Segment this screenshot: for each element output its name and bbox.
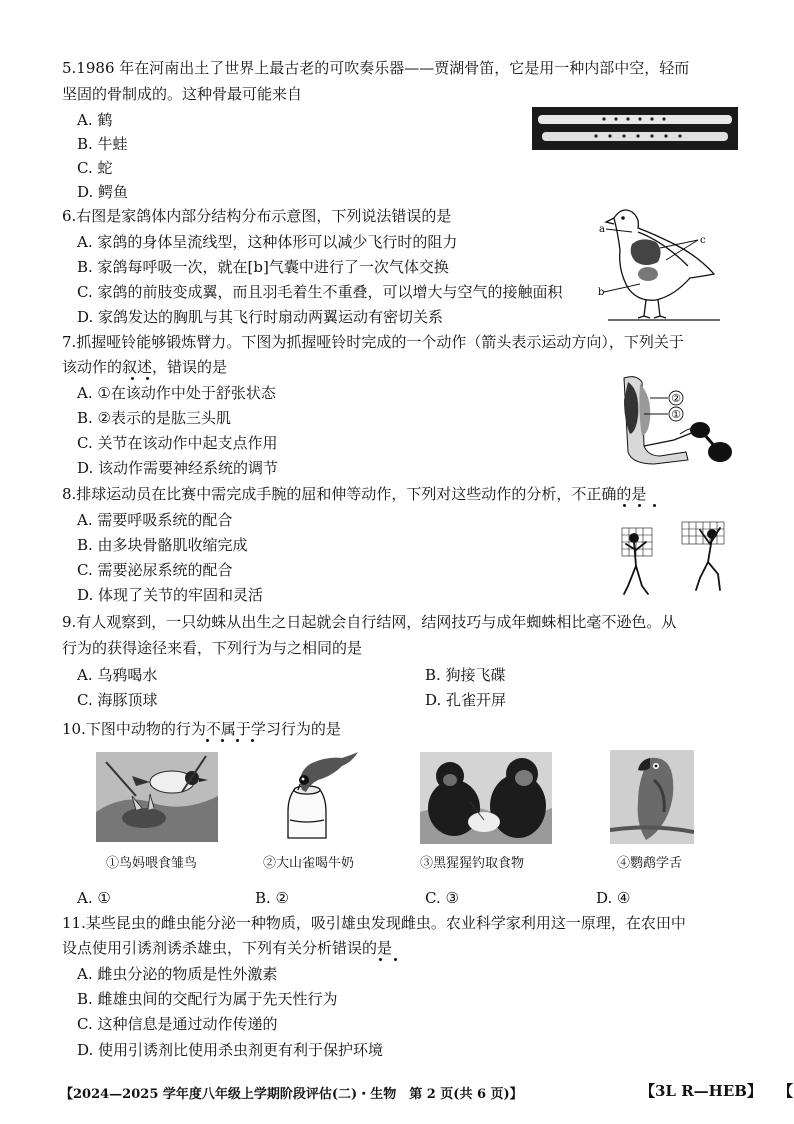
q10-caption-4: ④鹦鹉学舌 — [617, 856, 683, 871]
q9-option-b: B. 狗接飞碟 — [425, 666, 506, 684]
great-tit-milk-bottle-drawing — [266, 750, 362, 842]
q5-option-b: B. 牛蛙 — [77, 135, 128, 153]
pigeon-label-c: c — [700, 235, 706, 246]
q10-emphasis-dots — [200, 739, 260, 743]
arm-label-2: ② — [671, 392, 681, 405]
q8-option-d: D. 体现了关节的牢固和灵活 — [77, 586, 264, 604]
q9-option-c: C. 海豚顶球 — [77, 691, 158, 709]
q8-option-b: B. 由多块骨骼肌收缩完成 — [77, 536, 248, 554]
q9-stem-line2: 行为的获得途径来看，下列行为与之相同的是 — [62, 639, 363, 657]
q9-option-a: A. 乌鸦喝水 — [77, 666, 158, 684]
pigeon-label-a: a — [599, 224, 605, 235]
q10-caption-3: ③黑猩猩钓取食物 — [420, 856, 525, 871]
q11-option-b: B. 雌雄虫间的交配行为属于先天性行为 — [77, 990, 338, 1008]
q5-stem-line2: 坚固的骨制成的。这种骨最可能来自 — [62, 85, 303, 103]
arm-label-1: ① — [671, 408, 681, 421]
q5-option-a: A. 鹤 — [77, 111, 113, 129]
q10-stem: 10.下图中动物的行为不属于学习行为的是 — [62, 720, 341, 738]
q8-option-c: C. 需要泌尿系统的配合 — [77, 561, 233, 579]
q11-stem-line2: 设点使用引诱剂诱杀雄虫，下列有关分析错误的是 — [62, 939, 393, 957]
q7-option-d: D. 该动作需要神经系统的调节 — [77, 459, 279, 477]
q10-option-c: C. ③ — [425, 889, 459, 907]
q10-option-a: A. ① — [77, 889, 111, 907]
volleyball-players-figure — [616, 510, 742, 600]
q5-option-d: D. 鳄鱼 — [77, 183, 129, 201]
q9-stem-line1: 9.有人观察到，一只幼蛛从出生之日起就会自行结网，结网技巧与成年蜘蛛相比毫不逊色。从 — [62, 613, 677, 631]
q10-caption-1: ①鸟妈喂食雏鸟 — [106, 856, 198, 871]
q7-option-c: C. 关节在该动作中起支点作用 — [77, 434, 278, 452]
footer-code: 【3L R—HEB】 — [640, 1082, 762, 1100]
q6-stem: 6.右图是家鸽体内部分结构分布示意图，下列说法错误的是 — [62, 207, 452, 225]
q5-option-c: C. 蛇 — [77, 159, 113, 177]
q7-stem-line1: 7.抓握哑铃能够锻炼臂力。下图为抓握哑铃时完成的一个动作（箭头表示运动方向），下列关于 — [62, 333, 684, 351]
q6-option-d: D. 家鸽发达的胸肌与其飞行时扇动两翼运动有密切关系 — [77, 308, 444, 326]
footer-edge-bracket: 【 — [778, 1082, 794, 1100]
q6-option-b: B. 家鸽每呼吸一次，就在[b]气囊中进行了一次气体交换 — [77, 258, 449, 276]
q7-option-b: B. ②表示的是肱三头肌 — [77, 409, 232, 427]
pigeon-diagram — [594, 204, 726, 326]
parrot-photo — [610, 750, 694, 844]
q7-emphasis-dots — [125, 377, 155, 381]
q8-emphasis-dots — [617, 504, 657, 508]
q10-option-d: D. ④ — [596, 889, 631, 907]
q7-stem-line2: 该动作的叙述，错误的是 — [62, 358, 228, 376]
q9-option-d: D. 孔雀开屏 — [425, 691, 507, 709]
q7-option-a: A. ①在该动作中处于舒张状态 — [77, 384, 276, 402]
q6-option-a: A. 家鸽的身体呈流线型，这种体形可以减少飞行时的阻力 — [77, 233, 458, 251]
chimpanzees-fishing-photo — [420, 752, 552, 844]
q11-stem-line1: 11.某些昆虫的雌虫能分泌一种物质，吸引雄虫发现雌虫。农业科学家利用这一原理，在农田中 — [62, 914, 686, 932]
q6-option-c: C. 家鸽的前肢变成翼，而且羽毛着生不重叠，可以增大与空气的接触面积 — [77, 283, 563, 301]
q8-option-a: A. 需要呼吸系统的配合 — [77, 511, 233, 529]
q11-option-a: A. 雌虫分泌的物质是性外激素 — [77, 965, 278, 983]
q10-caption-2: ②大山雀喝牛奶 — [263, 856, 355, 871]
q11-option-c: C. 这种信息是通过动作传递的 — [77, 1015, 278, 1033]
bird-feeding-chicks-photo — [96, 752, 218, 842]
footer-exam-info: 【2024—2025 学年度八年级上学期阶段评估(二)・生物 第 2 页(共 6 页)】 — [60, 1087, 523, 1102]
q5-stem-line1: 5.1986 年在河南出土了世界上最古老的可吹奏乐器——贾湖骨笛，它是用一种内部中空，轻而 — [62, 59, 690, 77]
arm-dumbbell-diagram — [614, 372, 744, 470]
q10-option-b: B. ② — [255, 889, 290, 907]
bone-flute-photo — [532, 107, 738, 150]
q8-stem: 8.排球运动员在比赛中需完成手腕的屈和伸等动作，下列对这些动作的分析，不正确的是 — [62, 485, 647, 503]
q11-emphasis-dots — [373, 958, 403, 962]
q11-option-d: D. 使用引诱剂比使用杀虫剂更有利于保护环境 — [77, 1041, 384, 1059]
pigeon-label-b: b — [598, 287, 605, 298]
